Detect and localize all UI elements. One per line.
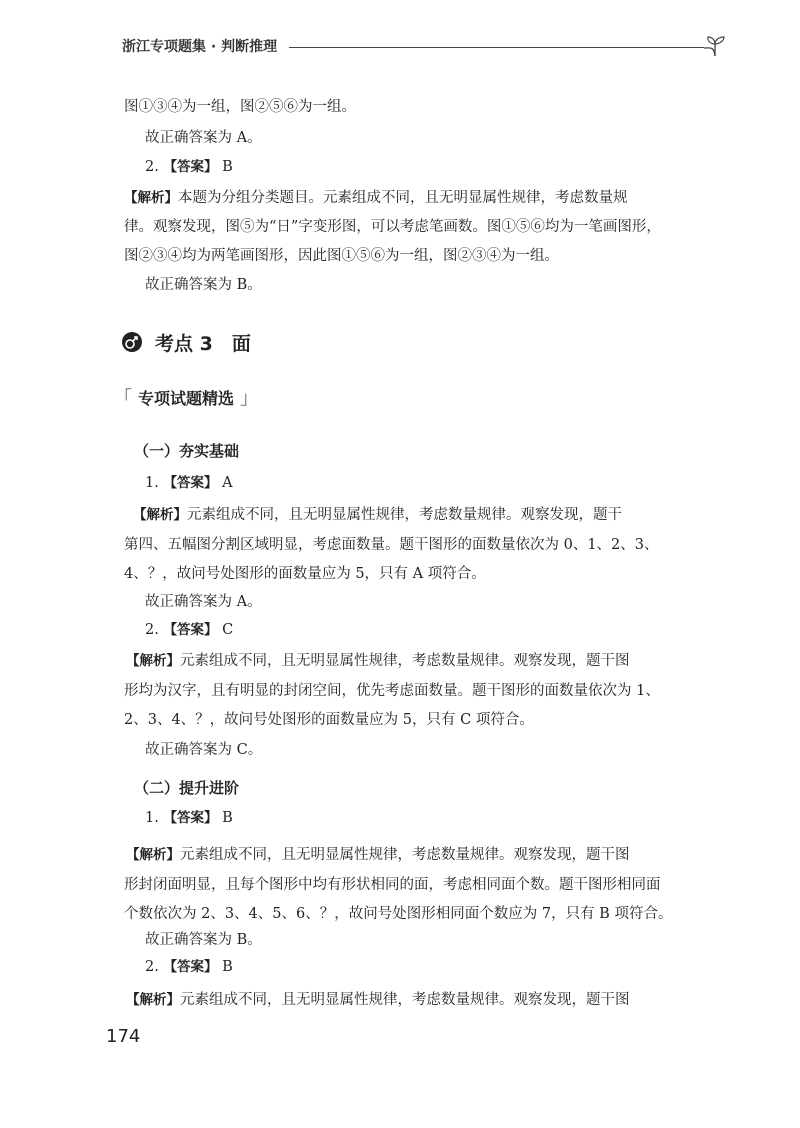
answer-label: 【答案】 [163,810,218,826]
section-heading [121,327,251,357]
text-line: 故正确答案为 A。 [145,594,262,610]
answer-value: C [222,622,234,638]
answer-label: 【答案】 [163,959,218,975]
text-line: 形封闭面明显，且每个图形中均有形状相同的面，考虑相同面个数。题干图形相同面 [124,877,661,893]
answer-line: 2. 【答案】 B [145,959,233,975]
text-line: 故正确答案为 B。 [145,932,262,948]
analysis-label: 【解析】 [126,847,180,863]
answer-value: A [222,475,233,491]
running-header [122,34,732,60]
answer-value: B [222,159,233,175]
text-line: 图①③④为一组，图②⑤⑥为一组。 [124,99,356,115]
analysis-line: 【解析】元素组成不同，且无明显属性规律，考虑数量规律。观察发现，题干图 [126,653,630,669]
analysis-line: 【解析】元素组成不同，且无明显属性规律，考虑数量规律。观察发现，题干 [133,507,622,523]
subsection-title: 专项试题精选 [138,388,235,408]
text-line: 律。观察发现，图⑤为“日”字变形图，可以考虑笔画数。图①⑤⑥均为一笔画图形， [124,219,661,235]
answer-line [145,157,233,177]
text-line: 2、3、4、？，故问号处图形的面数量应为 5，只有 C 项符合。 [124,712,534,728]
text-line: 形均为汉字，且有明显的封闭空间，优先考虑面数量。题干图形的面数量依次为 1、 [124,683,660,699]
analysis-line: 【解析】元素组成不同，且无明显属性规律，考虑数量规律。观察发现，题干图 [126,992,630,1008]
text-line: 个数依次为 2、3、4、5、6、？，故问号处图形相同面个数应为 7，只有 B 项符合。 [124,906,673,922]
analysis-label: 【解析】 [126,992,180,1008]
answer-label: 【答案】 [163,159,218,175]
part-heading: （一）夯实基础 [134,442,240,460]
analysis-label: 【解析】 [126,653,180,669]
answer-value: B [222,810,233,826]
text-line: 第四、五幅图分割区域明显，考虑面数量。题干图形的面数量依次为 0、1、2、3、 [124,537,659,553]
answer-line: 1. 【答案】 B [145,810,233,826]
analysis-line: 【解析】本题为分组分类题目。元素组成不同，且无明显属性规律，考虑数量规 [124,190,628,206]
corner-bracket-left: 「 [114,388,132,409]
corner-bracket-right: 」 [240,388,259,409]
answer-label: 【答案】 [163,475,218,491]
text-line: 4、？，故问号处图形的面数量应为 5，只有 A 项符合。 [124,566,486,582]
header-title: 浙江专项题集 · 判断推理 [122,39,278,55]
sprout-icon [700,34,730,58]
text-line: 故正确答案为 B。 [145,277,262,293]
answer-line: 2. 【答案】 C [145,622,234,638]
section-bullet-icon [121,331,143,353]
answer-value: B [222,959,233,975]
answer-line: 1. 【答案】 A [145,475,233,491]
answer-label: 【答案】 [163,622,218,638]
analysis-label: 【解析】 [124,190,178,206]
part-heading: （二）提升进阶 [134,779,240,797]
header-rule [289,47,704,48]
text-line: 故正确答案为 A。 [145,130,262,146]
text-line: 图②③④均为两笔画图形，因此图①⑤⑥为一组，图②③④为一组。 [124,248,559,264]
page-number: 174 [106,1026,141,1047]
question-number: 2. [145,159,159,175]
subsection-heading [114,384,258,410]
section-title: 考点 3 面 [155,332,251,355]
text-line: 故正确答案为 C。 [145,742,263,758]
analysis-label: 【解析】 [133,507,187,523]
analysis-line: 【解析】元素组成不同，且无明显属性规律，考虑数量规律。观察发现，题干图 [126,847,630,863]
